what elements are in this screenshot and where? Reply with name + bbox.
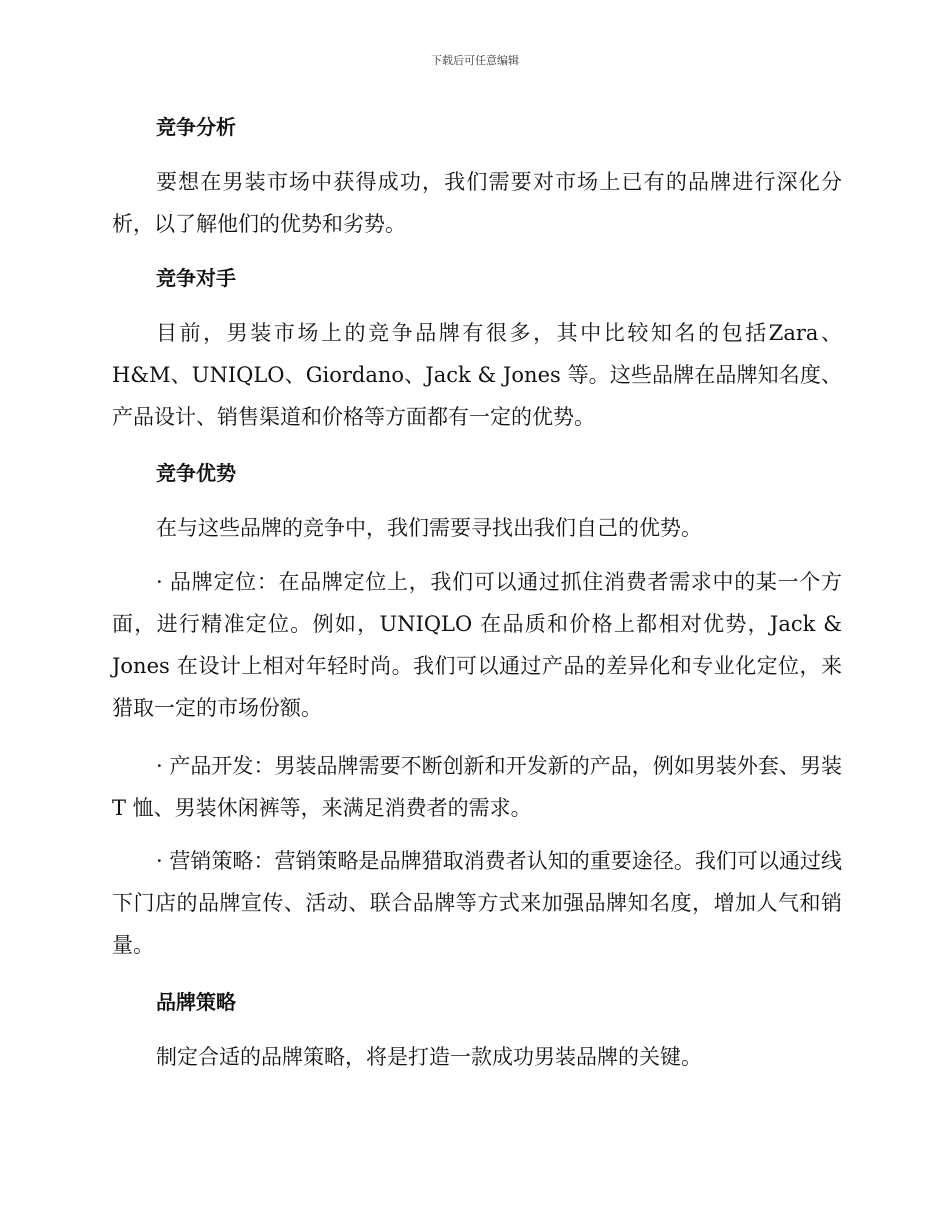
- bullet-brand-positioning: · 品牌定位：在品牌定位上，我们可以通过抓住消费者需求中的某一个方面，进行精准定位。例如，UNIQLO 在品质和价格上都相对优势，Jack & Jones 在设计上相对年轻时尚。我们可以通过产品的差异化和专业化定位，来猎取一定的市场份额。: [112, 570, 842, 720]
- bullet-product-development: · 产品开发：男装品牌需要不断创新和开发新的产品，例如男装外套、男装 T 恤、男装休闲裤等，来满足消费者的需求。: [112, 754, 842, 820]
- heading-brand-strategy: 品牌策略: [156, 990, 236, 1014]
- heading-advantages: 竞争优势: [156, 461, 236, 485]
- paragraph-brand-strategy: 制定合适的品牌策略，将是打造一款成功男装品牌的关键。: [156, 1045, 702, 1069]
- paragraph-advantages-intro: 在与这些品牌的竞争中，我们需要寻找出我们自己的优势。: [156, 516, 702, 540]
- page-header-note: 下载后可任意编辑: [431, 54, 519, 67]
- paragraph-competition-analysis: 要想在男装市场中获得成功，我们需要对市场上已有的品牌进行深化分析，以了解他们的优势和劣势。: [112, 170, 842, 236]
- heading-competitors: 竞争对手: [156, 266, 236, 290]
- bullet-marketing-strategy: · 营销策略：营销策略是品牌猎取消费者认知的重要途径。我们可以通过线下门店的品牌宣传、活动、联合品牌等方式来加强品牌知名度，增加人气和销量。: [112, 849, 842, 957]
- heading-competition-analysis: 竞争分析: [156, 115, 236, 139]
- paragraph-competitors: 目前，男装市场上的竞争品牌有很多，其中比较知名的包括Zara、H&M、UNIQLO、Giordano、Jack & Jones 等。这些品牌在品牌知名度、产品设计、销售渠道和价格等方面都有一定的优势。: [112, 321, 842, 429]
